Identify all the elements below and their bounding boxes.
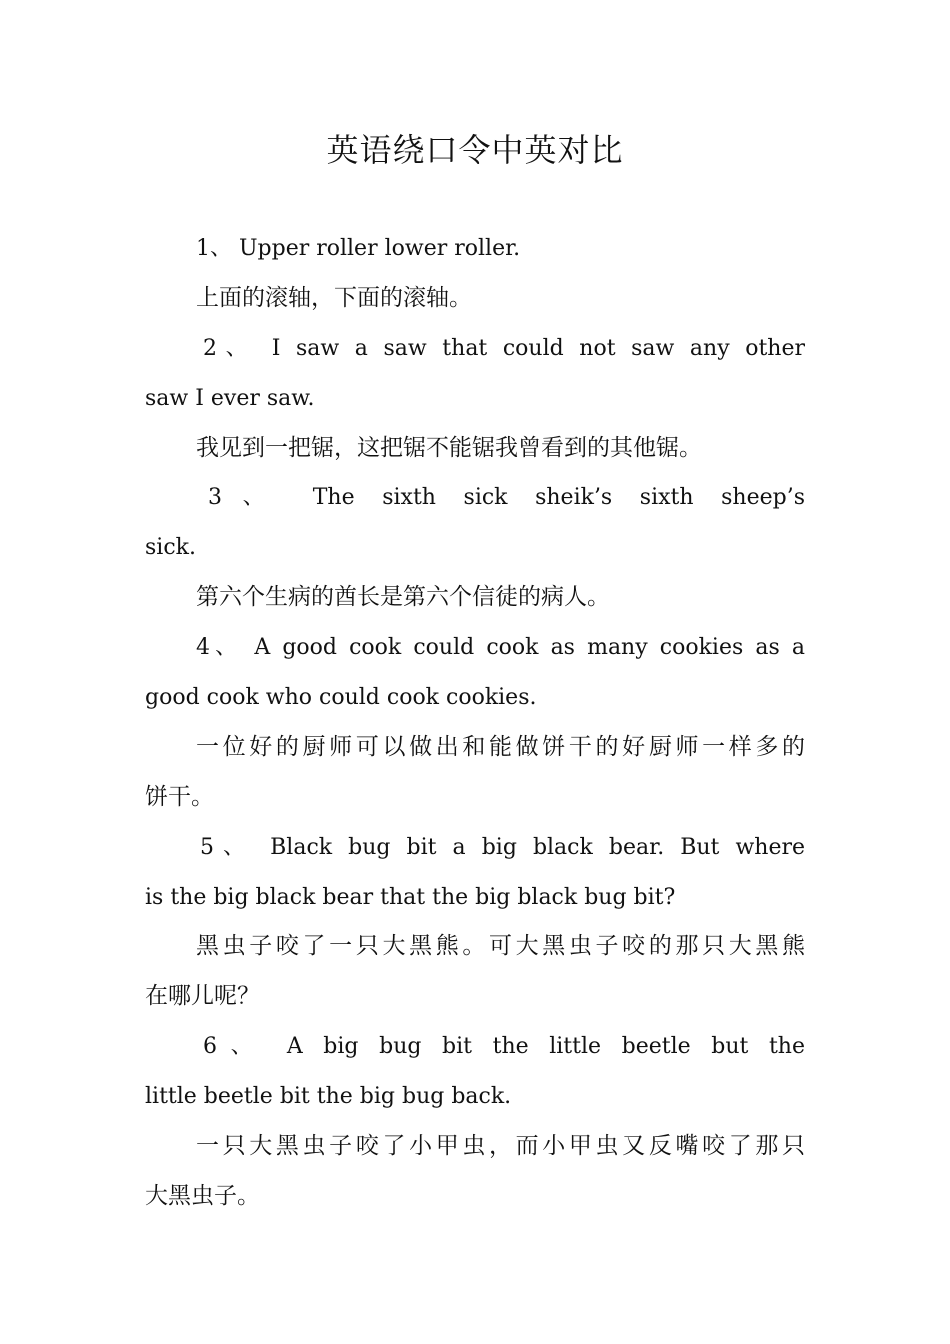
tongue-twister-6-zh-line-1: 一只大黑虫子咬了小甲虫，而小甲虫又反嘴咬了那只 xyxy=(196,1133,805,1160)
tongue-twister-3-en-line-2: sick. xyxy=(145,535,196,561)
tongue-twister-4-zh-line-2: 饼干。 xyxy=(145,783,214,810)
tongue-twister-4-zh-line-1: 一位好的厨师可以做出和能做饼干的好厨师一样多的 xyxy=(196,733,805,760)
tongue-twister-4-en-line-1: 4、 A good cook could cook as many cookies as a xyxy=(196,635,805,661)
tongue-twister-6-en-line-2: little beetle bit the big bug back. xyxy=(145,1084,512,1110)
tongue-twister-6-zh-line-2: 大黑虫子。 xyxy=(145,1182,260,1209)
tongue-twister-2-en-line-2: saw I ever saw. xyxy=(145,385,315,411)
tongue-twister-1-zh-line-1: 上面的滚轴，下面的滚轴。 xyxy=(196,284,472,311)
document-body xyxy=(145,224,805,1222)
tongue-twister-3-zh-line-1: 第六个生病的酋长是第六个信徒的病人。 xyxy=(196,584,610,611)
document-title: 英语绕口令中英对比 xyxy=(326,131,624,169)
tongue-twister-1-en-line-1: 1、 Upper roller lower roller. xyxy=(196,236,521,261)
tongue-twister-5-en-line-1: 5、 Black bug bit a big black bear. But where xyxy=(200,834,805,860)
tongue-twister-6-en-line-1: 6、 A big bug bit the little beetle but the xyxy=(203,1034,805,1060)
tongue-twister-3-en-line-1: 3、 The sixth sick sheik’s sixth sheep’s xyxy=(208,485,805,511)
tongue-twister-5-zh-line-2: 在哪儿呢？ xyxy=(145,983,260,1010)
tongue-twister-2-en-line-1: 2、 I saw a saw that could not saw any other xyxy=(203,335,805,361)
tongue-twister-2-zh-line-1: 我见到一把锯，这把锯不能锯我曾看到的其他锯。 xyxy=(196,434,702,461)
tongue-twister-4-en-line-2: good cook who could cook cookies. xyxy=(145,685,537,711)
tongue-twister-5-zh-line-1: 黑虫子咬了一只大黑熊。可大黑虫子咬的那只大黑熊 xyxy=(196,933,805,960)
tongue-twister-5-en-line-2: is the big black bear that the big black bug bit? xyxy=(145,884,676,910)
